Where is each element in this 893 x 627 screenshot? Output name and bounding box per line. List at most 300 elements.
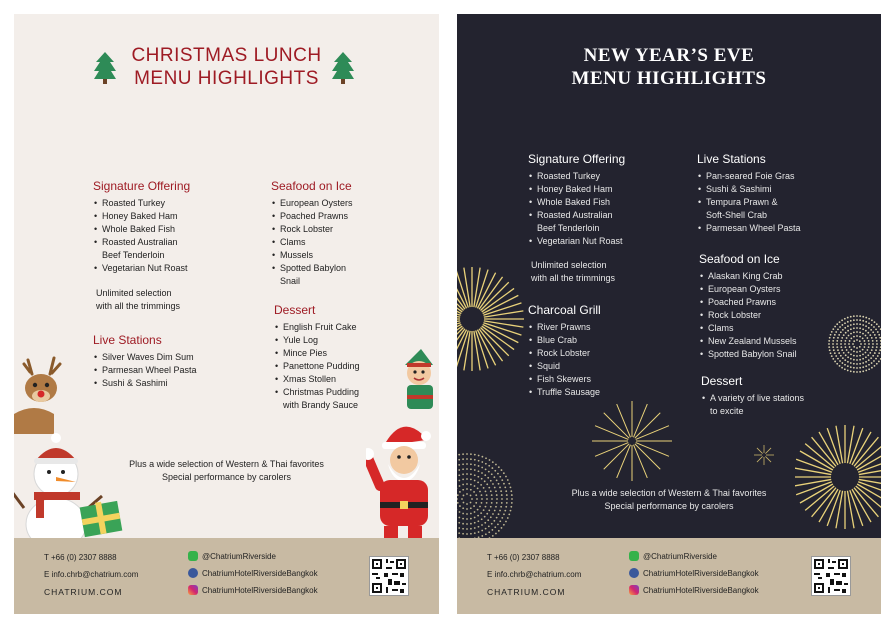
firework-dot <box>481 535 483 537</box>
facebook-contact[interactable] <box>629 568 759 578</box>
firework-dot <box>850 337 852 339</box>
title-line-2: MENU HIGHLIGHTS <box>134 68 319 89</box>
firework-dot <box>847 321 849 323</box>
firework-dot <box>828 343 830 345</box>
menu-item: • Sushi & Sashimi <box>697 183 801 196</box>
instagram-contact[interactable] <box>188 585 318 595</box>
firework-dot <box>862 328 864 330</box>
firework-dot <box>846 349 848 351</box>
dessert-section <box>274 303 360 412</box>
firework-dot <box>853 350 855 352</box>
firework-dot <box>481 472 483 474</box>
firework-dot <box>832 358 834 360</box>
website-link[interactable]: CHATRIUM.COM <box>487 587 566 597</box>
firework-dot <box>862 370 864 372</box>
menu-item: • Blue Crab <box>528 334 601 347</box>
qr-code-graphic <box>812 557 850 595</box>
firework-dot <box>872 346 874 348</box>
menu-item-continued <box>274 399 360 412</box>
firework-dot <box>876 363 878 365</box>
instagram-contact[interactable] <box>629 585 759 595</box>
firework-dot <box>843 334 845 336</box>
firework-dot <box>850 316 852 318</box>
firework-dot <box>492 483 494 485</box>
firework-dot <box>853 355 855 357</box>
firework-dot <box>840 331 842 333</box>
firework-dot <box>839 365 841 367</box>
reindeer-illustration <box>14 354 72 434</box>
firework-dot <box>462 473 464 475</box>
firework-dot <box>838 334 840 336</box>
firework-dot <box>840 340 842 342</box>
line-contact[interactable] <box>188 551 276 561</box>
firework-dot <box>491 473 493 475</box>
firework-dot <box>458 532 460 534</box>
firework-dot <box>856 315 858 317</box>
trimmings-note <box>531 259 615 285</box>
signature-offering-section <box>528 152 625 248</box>
firework-dot <box>856 351 858 353</box>
menu-item: • Spotted Babylon <box>271 262 353 275</box>
menu-item: • Clams <box>271 236 353 249</box>
qr-code[interactable] <box>369 556 409 596</box>
firework-dot <box>462 484 464 486</box>
firework-dot <box>841 337 843 339</box>
firework-dot <box>876 340 878 342</box>
firework-dot <box>498 466 500 468</box>
firework-dot <box>837 349 839 351</box>
firework-dot <box>866 349 868 351</box>
footer-line: Plus a wide selection of Western & Thai favorites <box>129 459 324 469</box>
menu-item: • Spotted Babylon Snail <box>699 348 797 361</box>
nye-footer-note <box>457 487 881 513</box>
firework-dot <box>853 315 855 317</box>
firework-dot <box>836 346 838 348</box>
line-contact[interactable] <box>629 551 717 561</box>
firework-ray <box>474 268 480 308</box>
firework-dot <box>832 343 834 345</box>
menu-item-continued-text: Snail <box>280 276 301 286</box>
firework-dot <box>503 513 505 515</box>
live-stations-section <box>93 333 197 390</box>
firework-dot <box>499 520 501 522</box>
firework-dot <box>474 459 476 461</box>
firework-dot <box>837 337 839 339</box>
firework-dot <box>837 358 839 360</box>
firework-dot <box>872 331 874 333</box>
firework-dot <box>470 463 472 465</box>
firework-dot <box>462 468 464 470</box>
firework-dot <box>875 328 877 330</box>
firework-ray <box>856 444 881 468</box>
firework-dot <box>485 463 487 465</box>
firework-dot <box>481 518 483 520</box>
firework-dot <box>875 337 877 339</box>
firework-dot <box>493 520 495 522</box>
firework-dot <box>853 371 855 373</box>
firework-dot <box>856 367 858 369</box>
firework-dot <box>470 484 472 486</box>
firework-dot <box>470 458 472 460</box>
firework-dot <box>836 340 838 342</box>
menu-item: • Honey Baked Ham <box>528 183 625 196</box>
firework-dot <box>458 474 460 476</box>
firework-ray <box>484 311 524 317</box>
firework-ray <box>464 331 470 371</box>
firework-dot <box>863 340 865 342</box>
firework-dot <box>850 358 852 360</box>
firework-dot <box>484 516 486 518</box>
firework-dot <box>844 322 846 324</box>
santa-illustration <box>366 422 439 548</box>
firework-ray <box>795 479 831 486</box>
firework-dot <box>492 535 494 537</box>
menu-item: • Parmesan Wheel Pasta <box>93 364 197 377</box>
menu-item: • Yule Log <box>274 334 360 347</box>
firework-dot <box>481 530 483 532</box>
firework-dot <box>470 453 472 455</box>
menu-item: • Clams <box>699 322 797 335</box>
firework-dot <box>478 531 480 533</box>
firework-dot <box>462 463 464 465</box>
section-heading: Live Stations <box>697 152 766 166</box>
menu-item: • Rock Lobster <box>271 223 353 236</box>
firework-dot <box>880 358 881 360</box>
firework-dot <box>868 318 870 320</box>
firework-dot <box>840 346 842 348</box>
firework-ray <box>858 459 881 472</box>
firework-ray <box>847 426 854 463</box>
firework-dot <box>850 362 852 364</box>
firework-dot <box>868 364 870 366</box>
firework-dot <box>839 321 841 323</box>
firework-dot <box>868 368 870 370</box>
firework-ray <box>484 321 524 327</box>
firework-dot <box>850 324 852 326</box>
firework-dot <box>832 328 834 330</box>
menu-item: • A variety of live stations <box>701 392 804 405</box>
firework-dot <box>847 365 849 367</box>
firework-dot <box>856 331 858 333</box>
firework-dot <box>474 464 476 466</box>
firework-dot <box>832 346 834 348</box>
firework-dot <box>505 476 507 478</box>
firework-dot <box>462 453 464 455</box>
menu-item: • Mussels <box>271 249 353 262</box>
firework-dot <box>880 346 881 348</box>
firework-dot <box>829 337 831 339</box>
firework-dot <box>860 343 862 345</box>
firework-dot <box>874 321 876 323</box>
firework-dot <box>828 346 830 348</box>
christmas-title <box>14 44 439 90</box>
firework-dot <box>862 324 864 326</box>
firework-dot <box>474 522 476 524</box>
facebook-contact[interactable] <box>188 568 318 578</box>
firework-dot <box>856 319 858 321</box>
firework-dot <box>458 459 460 461</box>
firework-dot <box>501 517 503 519</box>
firework-dot <box>868 359 870 361</box>
firework-dot <box>845 346 847 348</box>
firework-dot <box>836 323 838 325</box>
firework-dot <box>876 323 878 325</box>
firework-dot <box>474 474 476 476</box>
firework-dot <box>856 359 858 361</box>
firework-dot <box>877 355 879 357</box>
firework-dot <box>856 371 858 373</box>
menu-item-continued-text: to excite <box>710 406 744 416</box>
firework-dot <box>875 358 877 360</box>
firework-dot <box>849 346 851 348</box>
firework-dot <box>488 471 490 473</box>
firework-dot <box>865 330 867 332</box>
firework-dot <box>501 479 503 481</box>
phone-text: T +66 (0) 2307 8888 <box>44 553 117 562</box>
firework-dot <box>850 353 852 355</box>
firework-dot <box>859 319 861 321</box>
section-heading: Seafood on Ice <box>699 252 780 266</box>
firework-dot <box>868 340 870 342</box>
firework-dot <box>859 346 861 348</box>
firework-dot <box>844 364 846 366</box>
firework-dot <box>846 337 848 339</box>
firework-ray <box>476 270 488 308</box>
firework-dot <box>478 470 480 472</box>
firework-dot <box>859 363 861 365</box>
firework-dot <box>833 349 835 351</box>
firework-dot <box>474 454 476 456</box>
elf-illustration <box>399 349 439 419</box>
firework-dot <box>841 349 843 351</box>
firework-dot <box>466 533 468 535</box>
website-link[interactable]: CHATRIUM.COM <box>44 587 123 597</box>
firework-dot <box>853 319 855 321</box>
firework-dot <box>829 349 831 351</box>
section-heading: Dessert <box>274 303 316 317</box>
facebook-icon <box>188 568 198 578</box>
email-link[interactable]: E info.chrb@chatrium.com <box>487 570 582 579</box>
note-line: Unlimited selection <box>96 288 172 298</box>
firework-dot <box>868 343 870 345</box>
firework-dot <box>485 528 487 530</box>
firework-dot <box>865 356 867 358</box>
menu-item-continued-text: with Brandy Sauce <box>283 400 359 410</box>
menu-item: • River Prawns <box>528 321 601 334</box>
menu-item: • Poached Prawns <box>699 296 797 309</box>
menu-item-continued-text: Beef Tenderloin <box>102 250 165 260</box>
firework-dot <box>488 531 490 533</box>
menu-item: • Panettone Pudding <box>274 360 360 373</box>
firework-dot <box>832 340 834 342</box>
firework-dot <box>837 328 839 330</box>
firework-dot <box>492 461 494 463</box>
firework-dot <box>875 349 877 351</box>
firework-dot <box>853 363 855 365</box>
firework-dot <box>871 337 873 339</box>
menu-item: • Alaskan King Crab <box>699 270 797 283</box>
firework-dot <box>491 467 493 469</box>
firework-dot <box>869 352 871 354</box>
firework-dot <box>841 319 843 321</box>
menu-item: • Squid <box>528 360 601 373</box>
firework-dot <box>462 458 464 460</box>
firework-dot <box>466 528 468 530</box>
firework-dot <box>870 357 872 359</box>
firework-ray <box>480 327 508 355</box>
firework-dot <box>859 323 861 325</box>
firework-dot <box>839 360 841 362</box>
firework-ray <box>757 448 763 454</box>
menu-item-continued <box>271 275 353 288</box>
instagram-icon <box>188 585 198 595</box>
firework-ray <box>765 448 771 454</box>
firework-dot <box>830 334 832 336</box>
firework-ray <box>795 468 831 475</box>
firework-dot <box>859 359 861 361</box>
firework-dot <box>486 513 488 515</box>
firework-dot <box>474 517 476 519</box>
firework-dot <box>466 478 468 480</box>
firework-dot <box>871 362 873 364</box>
footer-line: Plus a wide selection of Western & Thai favorites <box>571 488 767 498</box>
firework-dot <box>466 468 468 470</box>
firework-dot <box>836 343 838 345</box>
menu-item-continued <box>697 209 801 222</box>
menu-item: • New Zealand Mussels <box>699 335 797 348</box>
menu-item: • Honey Baked Ham <box>93 210 190 223</box>
instagram-handle: ChatriumHotelRiversideBangkok <box>202 585 318 595</box>
line-icon <box>188 551 198 561</box>
firework-dot <box>853 336 855 338</box>
firework-dot <box>853 327 855 329</box>
nye-contact-bar <box>457 538 881 614</box>
menu-item-continued <box>701 405 804 418</box>
title-line-2: MENU HIGHLIGHTS <box>571 68 767 89</box>
menu-item: • Christmas Pudding <box>274 386 360 399</box>
firework-dot <box>856 327 858 329</box>
firework-dot <box>466 513 468 515</box>
phone-text: T +66 (0) 2307 8888 <box>487 553 560 562</box>
seafood-section <box>271 179 353 288</box>
menu-item: • Xmas Stollen <box>274 373 360 386</box>
firework-dot <box>863 346 865 348</box>
firework-dot <box>862 349 864 351</box>
firework-dot <box>492 513 494 515</box>
firework-dot <box>508 483 510 485</box>
firework-dot <box>458 527 460 529</box>
firework-dot <box>481 467 483 469</box>
title-line-1: CHRISTMAS LUNCH <box>131 45 322 66</box>
menu-item: • Whole Baked Fish <box>93 223 190 236</box>
firework-dot <box>866 337 868 339</box>
firework-dot <box>873 360 875 362</box>
seafood-section <box>699 252 797 361</box>
firework-dot <box>489 459 491 461</box>
firework-dot <box>484 522 486 524</box>
menu-item: • Rock Lobster <box>528 347 601 360</box>
firework-dot <box>481 456 483 458</box>
firework-dot <box>828 340 830 342</box>
firework-dot <box>484 480 486 482</box>
firework-dot <box>878 326 880 328</box>
live-stations-section <box>697 152 801 235</box>
firework-dot <box>485 533 487 535</box>
firework-dot <box>501 527 503 529</box>
firework-dot <box>862 333 864 335</box>
firework-dot <box>868 327 870 329</box>
christmas-contact-bar <box>14 538 439 614</box>
firework-dot <box>862 362 864 364</box>
firework-ray <box>483 303 521 315</box>
firework-dot <box>487 477 489 479</box>
firework-dot <box>834 334 836 336</box>
email-link[interactable]: E info.chrb@chatrium.com <box>44 570 139 579</box>
menu-item: • Tempura Prawn & <box>697 196 801 209</box>
menu-item: • English Fruit Cake <box>274 321 360 334</box>
menu-item: • Truffle Sausage <box>528 386 601 399</box>
firework-dot <box>497 523 499 525</box>
firework-dot <box>466 458 468 460</box>
facebook-handle: ChatriumHotelRiversideBangkok <box>202 568 318 578</box>
menu-item: • Vegetarian Nut Roast <box>93 262 190 275</box>
firework-ray <box>480 282 508 310</box>
firework-dot <box>834 326 836 328</box>
firework-dot <box>865 321 867 323</box>
firework-dot <box>474 469 476 471</box>
line-handle: @ChatriumRiverside <box>643 551 717 561</box>
firework-dot <box>880 328 881 330</box>
firework-dot <box>841 367 843 369</box>
firework-dot <box>466 518 468 520</box>
firework-dot <box>831 331 833 333</box>
firework-dot <box>498 513 500 515</box>
firework-dot <box>840 355 842 357</box>
firework-dot <box>859 327 861 329</box>
menu-item: • Silver Waves Dim Sum <box>93 351 197 364</box>
firework-dot <box>470 533 472 535</box>
menu-item: • Sushi & Sashimi <box>93 377 197 390</box>
firework-dot <box>844 343 846 345</box>
firework-dot <box>843 352 845 354</box>
firework-dot <box>880 343 881 345</box>
firework-dot <box>840 343 842 345</box>
firework-dot <box>849 340 851 342</box>
firework-dot <box>847 325 849 327</box>
firework-dot <box>878 352 880 354</box>
firework-dot <box>880 340 881 342</box>
firework-gold-right <box>795 422 881 532</box>
firework-dot <box>850 366 852 368</box>
firework-dot <box>878 334 880 336</box>
qr-code[interactable] <box>811 556 851 596</box>
note-line: Unlimited selection <box>531 260 607 270</box>
firework-ray <box>765 456 771 462</box>
nye-title <box>457 44 881 90</box>
firework-dot <box>871 367 873 369</box>
firework-dot <box>853 323 855 325</box>
firework-dot <box>878 361 880 363</box>
firework-dot <box>856 323 858 325</box>
firework-dot <box>842 329 844 331</box>
menu-item-continued <box>93 249 190 262</box>
christmas-menu-panel <box>14 14 439 614</box>
firework-ray <box>757 456 763 462</box>
firework-dot <box>877 331 879 333</box>
firework-dot <box>495 533 497 535</box>
firework-dot <box>859 350 861 352</box>
firework-dot <box>477 481 479 483</box>
